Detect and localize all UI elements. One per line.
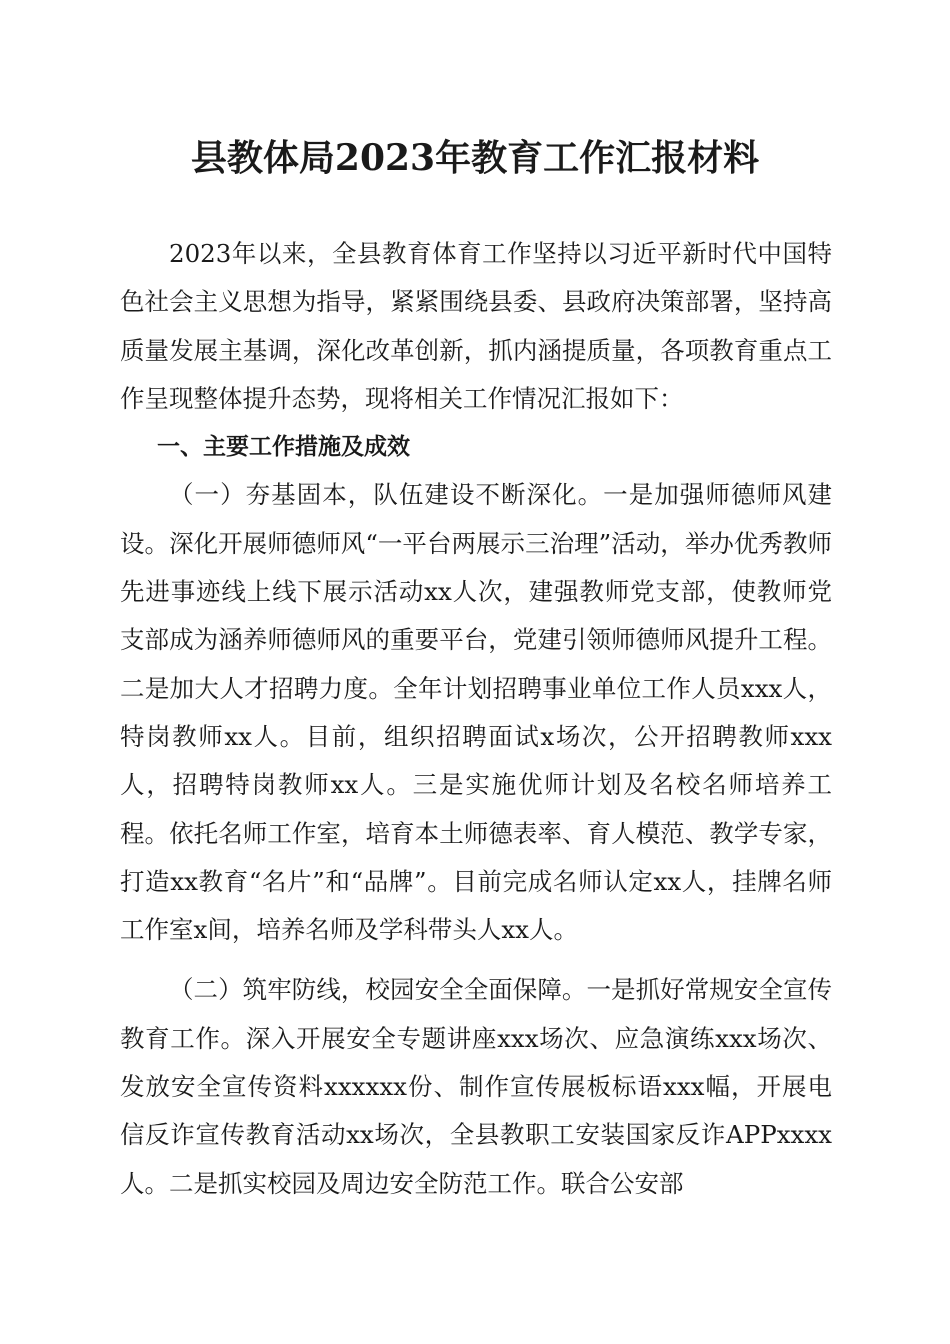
document-title: 县教体局2023年教育工作汇报材料 [190, 137, 760, 179]
intro-paragraph: 2023年以来，全县教育体育工作坚持以习近平新时代中国特色社会主义思想为指导，紧紧围绕县委、县政府决策部署，坚持高质量发展主基调，深化改革创新，抓内涵提质量，各项教育重点工作呈现整体提升态势，现将相关工作情况汇报如下： [120, 239, 832, 413]
document-body [120, 230, 832, 1208]
section-heading: 一、主要工作措施及成效 [157, 434, 410, 461]
section-1-paragraph: （一）夯基固本，队伍建设不断深化。一是加强师德师风建设。深化开展师德师风“一平台两展示三治理”活动，举办优秀教师先进事迹线上线下展示活动xx人次，建强教师党支部，使教师党支部成为涵养师德师风的重要平台，党建引领师德师风提升工程。二是加大人才招聘力度。全年计划招聘事业单位工作人员xxx人，特岗教师xx人。目前，组织招聘面试x场次，公开招聘教师xxx人，招聘特岗教师xx人。三是实施优师计划及名校名师培养工程。依托名师工作室，培育本土师德表率、育人模范、教学专家，打造xx教育“名片”和“品牌”。目前完成名师认定xx人，挂牌名师工作室x间，培养名师及学科带头人xx人。 [120, 480, 832, 945]
section-2-paragraph: （二）筑牢防线，校园安全全面保障。一是抓好常规安全宣传教育工作。深入开展安全专题讲座xxx场次、应急演练xxx场次、发放安全宣传资料xxxxxx份、制作宣传展板标语xxx幅，开展电信反诈宣传教育活动xx场次，全县教职工安装国家反诈APPxxxx人。二是抓实校园及周边安全防范工作。联合公安部 [120, 975, 832, 1198]
